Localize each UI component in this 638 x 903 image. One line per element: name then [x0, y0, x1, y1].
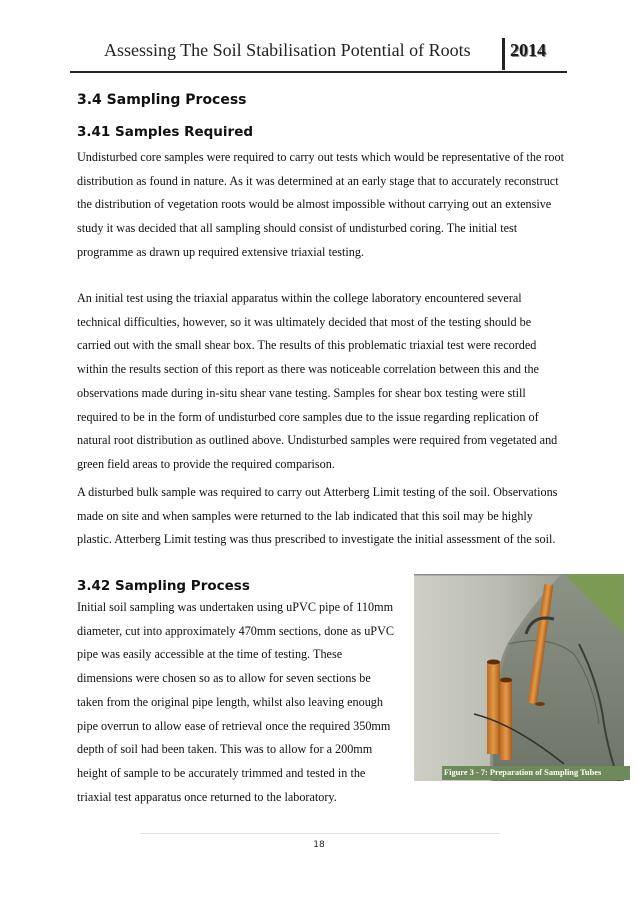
subsection-heading-sampling-process: 3.42 Sampling Process — [77, 578, 250, 594]
section-heading: 3.4 Sampling Process — [77, 92, 247, 108]
subsection-heading-samples-required: 3.41 Samples Required — [77, 124, 254, 140]
paragraph-sampling-process: Initial soil sampling was undertaken using uPVC pipe of 110mm diameter, cut into approximately 470mm sections, done as uPVC pipe was easily accessible at the time of testing. These dimensions were chosen so as to allow for seven sections be taken from the original pipe length, whilst also leaving enough pipe overrun to allow ease of retrieval once the required 350mm depth of soil had been taken. This was to allow for a 200mm height of sample to be accurately trimmed and tested in the triaxial test apparatus once returned to the laboratory. — [77, 600, 395, 804]
page-number: 18 — [313, 840, 325, 850]
figure-caption: Figure 3 - 7: Preparation of Sampling Tubes — [442, 766, 630, 780]
header-rule — [70, 71, 567, 73]
paragraph-samples-required-1: Undisturbed core samples were required to carry out tests which would be representative of the root distribution as found in nature. As it was determined at an early stage that to accurately reconstruct the distribution of vegetation roots would be almost impossible without carrying out an extensive study it was decided that all sampling should consist of undisturbed coring. The initial test programme as drawn up required extensive triaxial testing. — [77, 150, 565, 259]
header-divider — [502, 38, 505, 70]
paragraph-samples-required-2: An initial test using the triaxial apparatus within the college laboratory encountered several technical difficulties, however, so it was ultimately decided that most of the testing should be carried out with the small shear box. The results of this problematic triaxial test were recorded within the results section of this report as there was noticeable correlation between this and the observations made during in-situ shear vane testing. Samples for shear box testing were still required to be in the form of undisturbed core samples due to the issue regarding replication of natural root distribution as outlined above. Undisturbed samples were required from vegetated and green field areas to provide the required comparison. — [77, 291, 558, 471]
header-title: Assessing The Soil Stabilisation Potential of Roots — [104, 40, 471, 60]
page-header — [70, 38, 567, 72]
photo-illustration — [414, 574, 624, 781]
paragraph-samples-required-3: A disturbed bulk sample was required to carry out Atterberg Limit testing of the soil. Observations made on site and when samples were returned to the lab indicated that this soil may be highly plastic. Atterberg Limit testing was thus prescribed to investigate the initial assessment of the soil. — [77, 485, 558, 547]
header-year: 2014 — [510, 40, 546, 60]
sampling-tubes-photo — [414, 574, 624, 781]
footer-rule — [140, 833, 500, 834]
